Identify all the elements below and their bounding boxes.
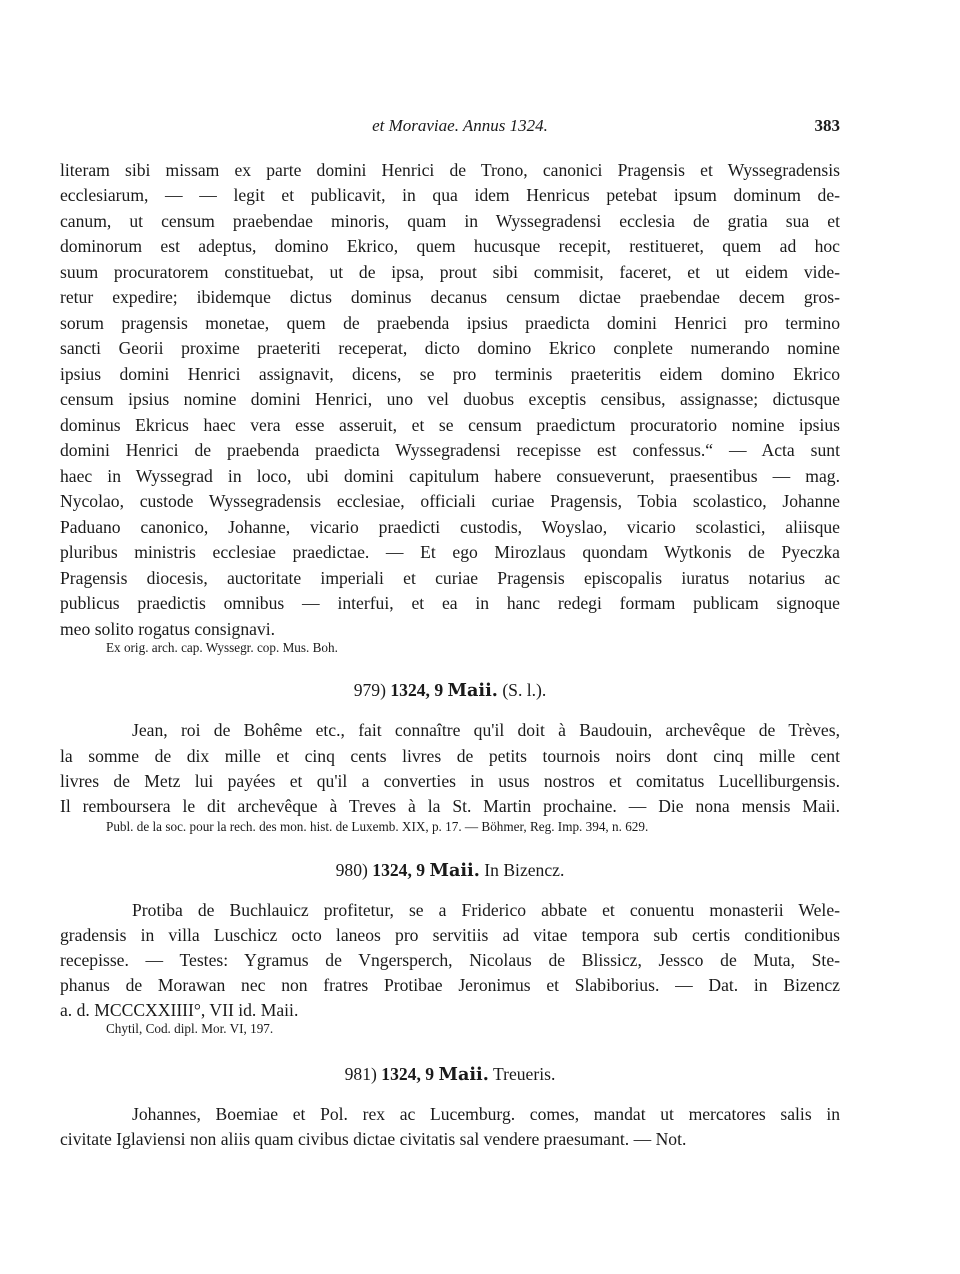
text-line: a. d. MCCCXXIIII°, VII id. Maii. <box>60 1000 299 1020</box>
text-line: ecclesiarum, — — legit et publicavit, in qua idem Henricus petebat ipsum dominum de- <box>60 185 840 205</box>
text-line: livres de Metz lui payées et qu'il a converties in usus nostros et comitatus Lucelliburgensis. <box>60 771 840 791</box>
entry-year: 1324, <box>390 680 430 700</box>
entry-number: 980) <box>335 860 368 880</box>
text-line: Paduano canonico, Johanne, vicario praedicti custodis, Woyslao, vicario scolastici, aliisque <box>60 517 840 537</box>
text-line: Pragensis diocesis, auctoritate imperiali et curiae Pragensis episcopalis iuratus notarius ac <box>60 568 840 588</box>
text-line: la somme de dix mille et cinq cents livres de petits tournois noirs dont cinq mille cent <box>60 746 840 766</box>
source-citation: Ex orig. arch. cap. Wyssegr. cop. Mus. Boh. <box>106 640 338 655</box>
text-line: Johannes, Boemiae et Pol. rex ac Lucemburg. comes, mandat ut mercatores salis in <box>132 1104 840 1124</box>
page-number: 383 <box>814 116 840 135</box>
source-citation: Publ. de la soc. pour la rech. des mon. hist. de Luxemb. XIX, p. 17. — Böhmer, Reg. Imp. 394, n. 629. <box>106 819 649 834</box>
entry-day: 9 <box>434 680 444 700</box>
running-title: et Moraviae. Annus 1324. <box>372 116 548 135</box>
text-line: Jean, roi de Bohême etc., fait connaître qu'il doit à Baudouin, archevêque de Trèves, <box>132 720 840 740</box>
entry-place: Treueris. <box>492 1064 556 1084</box>
text-line: Protiba de Buchlauicz profitetur, se a Friderico abbate et conuentu monasterii Wele- <box>132 900 840 920</box>
text-line: recepisse. — Testes: Ygramus de Vngersperch, Nicolaus de Blissicz, Jessco de Muta, Ste- <box>60 950 840 970</box>
entry-heading <box>60 1064 840 1085</box>
text-line: domini Henrici de praebenda praedicta Wyssegradensi recepisse est confessus.“ — Acta sunt <box>60 440 840 460</box>
entry-day: 9 <box>425 1064 435 1084</box>
text-line: Il remboursera le dit archevêque à Treves à la St. Martin prochaine. — Die nona mensis Maii. <box>60 796 840 816</box>
running-header <box>60 116 840 142</box>
text-line: canum, ut censum praebendae minoris, quam in Wyssegradensi ecclesia de gratia sua et <box>60 211 840 231</box>
entry-place: In Bizencz. <box>484 860 565 880</box>
book-page <box>60 0 840 1274</box>
text-line: phanus de Morawan nec non fratres Protibae Jeronimus et Slabiborius. — Dat. in Bizencz <box>60 975 840 995</box>
entry-year: 1324, <box>381 1064 421 1084</box>
entry-number: 981) <box>344 1064 377 1084</box>
text-line: retur expedire; ibidemque dictus dominus decanus censum dictae praebendae decem gros- <box>60 287 840 307</box>
entry-month: Maii. <box>447 680 498 701</box>
text-line: sancti Georii proxime praeteriti receperat, dicto domino Ekrico conplete numerando nomine <box>60 338 840 358</box>
text-line: censum ipsius nomine domini Henrici, uno vel duobus exceptis censibus, assignasse; dictusque <box>60 389 840 409</box>
text-line: dominus Ekricus haec vera esse asseruit, et se censum praedictum procuratorio nomine ipsius <box>60 415 840 435</box>
entry-number: 979) <box>353 680 386 700</box>
text-line: meo solito rogatus consignavi. <box>60 619 276 639</box>
entry-month: Maii. <box>429 860 480 881</box>
text-line: suum procuratorem constituebat, ut de ipsa, prout sibi commisit, faceret, et ut eidem vide- <box>60 262 840 282</box>
text-line: literam sibi missam ex parte domini Henrici de Trono, canonici Pragensis et Wyssegradensis <box>60 160 840 180</box>
source-citation: Chytil, Cod. dipl. Mor. VI, 197. <box>106 1021 274 1036</box>
text-line: haec in Wyssegrad in loco, ubi domini capitulum habere consueverunt, praesentibus — mag. <box>60 466 840 486</box>
entry-heading <box>60 860 840 881</box>
entry-place: (S. l.). <box>502 680 547 700</box>
entry-day: 9 <box>416 860 426 880</box>
text-line: Nycolao, custode Wyssegradensis ecclesiae, officiali curiae Pragensis, Tobia scolastico, Johanne <box>60 491 840 511</box>
text-line: civitate Iglaviensi non aliis quam civibus dictae civitatis sal vendere praesumant. — Not. <box>60 1129 687 1149</box>
entry-year: 1324, <box>372 860 412 880</box>
entry-heading <box>60 680 840 701</box>
text-line: sorum pragensis monetae, quem de praebenda ipsius praedicta domini Henrici pro termino <box>60 313 840 333</box>
text-line: dominorum est adeptus, domino Ekrico, quem hucusque recepit, restitueret, quem ad hoc <box>60 236 840 256</box>
entry-month: Maii. <box>438 1064 489 1085</box>
text-line: gradensis in villa Luschicz octo laneos pro servitiis ad vitae tempora sub certis conditionibus <box>60 925 840 945</box>
text-line: pluribus ministris ecclesiae praedictae. — Et ego Mirozlaus quondam Wytkonis de Pyeczka <box>60 542 840 562</box>
text-line: ipsius domini Henrici assignavit, dicens, se pro terminis praeteritis eidem domino Ekrico <box>60 364 840 384</box>
text-line: publicus praedictis omnibus — interfui, et ea in hanc redegi formam publicam signoque <box>60 593 840 613</box>
